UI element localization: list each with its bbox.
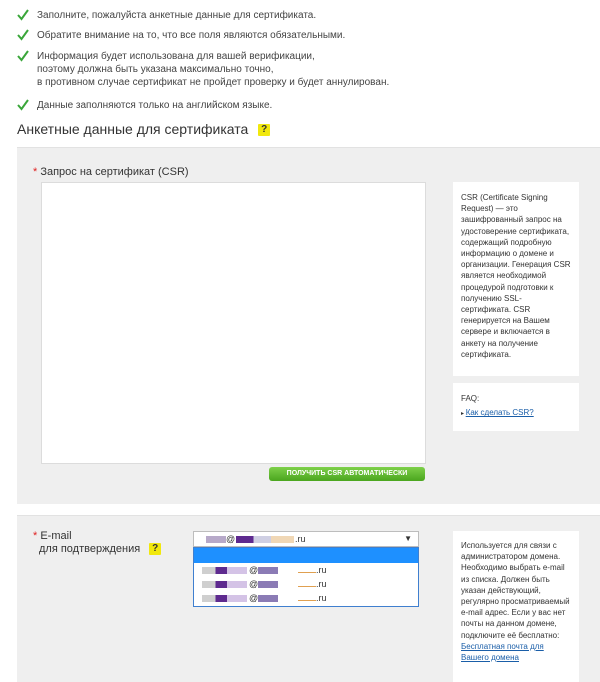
email-option[interactable]: @ .ru [194,591,418,605]
chevron-down-icon[interactable]: ▼ [404,534,412,543]
faq-link[interactable]: Как сделать CSR? [465,408,534,418]
required-mark: * [33,166,38,178]
csr-label [33,166,189,179]
instruction-text: Заполните, пожалуйста анкетные данные для сертификата. [37,10,317,21]
check-icon [17,9,29,21]
email-select[interactable]: @ .ru ▼ [193,531,419,547]
help-icon[interactable]: ? [149,543,161,555]
instruction-item [15,9,316,22]
email-info-box [453,531,579,682]
free-mail-link[interactable]: Бесплатная почта для Вашего домена [461,641,544,663]
instruction-item [15,99,272,112]
help-icon[interactable]: ? [258,124,270,136]
faq-label: FAQ: [461,394,480,403]
instruction-text-line: Информация будет использована для вашей верификации, [37,51,315,62]
csr-textarea[interactable] [41,182,426,464]
instruction-text-line: поэтому должна быть указана максимально точно, [37,64,274,75]
csr-info-box [453,182,579,376]
email-panel [17,515,600,682]
email-label [33,530,161,556]
email-label-line1: E-mail [40,530,72,542]
required-mark: * [33,530,38,542]
instruction-item [15,50,389,89]
email-dropdown-list [193,547,419,607]
section-title-text: Анкетные данные для сертификата [17,121,249,137]
instruction-text-line: в противном случае сертификат не пройдет проверку и будет аннулирован. [37,77,390,88]
email-option[interactable]: @ .ru [194,563,418,577]
csr-label-text: Запрос на сертификат (CSR) [40,166,189,178]
csr-panel [17,147,600,504]
dropdown-highlight[interactable] [194,548,418,563]
faq-box: FAQ: ▸ Как сделать CSR? [453,383,579,431]
email-info-text: Используется для связи с администратором домена. Необходимо выбрать e-mail из списка. Должен быть указан действующий, регулярно просматриваемый e-mail адрес. Если у вас нет почты на данном домене, подключите её бесплатно: [461,541,570,640]
check-icon [17,99,29,111]
check-icon [17,29,29,41]
get-csr-button[interactable]: ПОЛУЧИТЬ CSR АВТОМАТИЧЕСКИ [269,467,425,481]
instruction-text: Данные заполняются только на английском языке. [37,100,273,111]
email-option[interactable]: @ .ru [194,577,418,591]
section-title [17,121,270,137]
csr-info-text: CSR (Certificate Signing Request) — это зашифрованный запрос на удостоверение сертификата, содержащий подробную информацию о домене и организации. Генерация CSR является необходимой процедурой подготовки к получению SSL-сертификата. CSR генерируется на Вашем сервере и включается в анкету на получение сертификата. [461,193,571,359]
check-icon [17,50,29,62]
instruction-item [15,29,345,42]
email-label-line2: для подтверждения [39,543,141,555]
instruction-text: Обратите внимание на то, что все поля являются обязательными. [37,30,346,41]
